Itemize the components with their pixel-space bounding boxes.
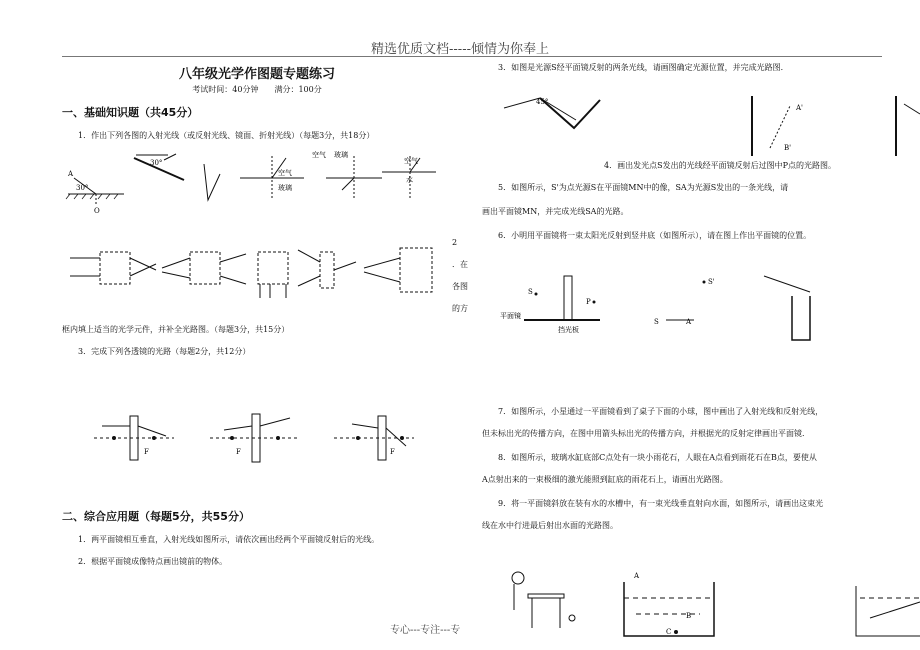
r-mid-figures [494, 268, 824, 348]
header-divider [62, 56, 882, 57]
section-1-heading: 一、基础知识题（共45分） [62, 106, 199, 119]
q1-label-angle1: 30° [76, 184, 89, 192]
fig5-label-sp: S' [708, 278, 715, 286]
s2-question-2: 2．根据平面镜成像特点画出镜前的物体。 [78, 557, 228, 566]
section-2-heading: 二、综合应用题（每题5分，共55分） [62, 510, 250, 523]
r-question-3: 3．如图是光源S经平面镜反射的两条光线，请画图确定光源位置，并完成光路图． [498, 63, 789, 72]
exam-meta: 考试时间：40分钟 满分：100分 [192, 85, 322, 94]
document-title: 八年级光学作图题专题练习 [178, 67, 335, 82]
q1-label-angle2: 30° [150, 159, 163, 167]
r-question-8a: 8．如图所示，玻璃水缸底部C点处有一块小雨花石，人眼在A点看到雨花石在B点，要使从 [498, 453, 817, 462]
r-question-7a: 7．如图所示，小星通过一平面镜看到了桌子下面的小球，图中画出了入射光线和反射光线， [498, 407, 824, 416]
q1-label-air1: 空气 [312, 151, 326, 159]
q2-side-2: 各图 [452, 282, 468, 291]
fig5-label-a: A [686, 318, 692, 326]
fig6-label-s: S [528, 288, 533, 296]
tank-label-a: A [634, 572, 640, 580]
r-question-8b: A点射出来的一束极细的激光能照到缸底的雨花石上，请画出光路图。 [482, 475, 728, 484]
q2-side-1: ．在 [452, 260, 468, 269]
q2-side-3: 的方 [452, 304, 468, 313]
fig5-label-s: S [654, 318, 659, 326]
r3-angle-label: 45° [536, 98, 549, 106]
tank-label-c: C [666, 628, 672, 636]
q1-label-water: 水 [406, 176, 413, 184]
fig6-label-block: 挡光板 [558, 326, 579, 334]
r-bottom-figures [500, 558, 920, 638]
r-question-9b: 线在水中行进最后射出水面的光路图。 [482, 521, 618, 530]
r-question-5a: 5．如图所示，S'为点光源S在平面镜MN中的像，SA为光源S发出的一条光线，请 [498, 183, 789, 192]
fig6-label-p: P [586, 298, 591, 306]
page-footer: 专心---专注---专 [390, 625, 461, 636]
q3-label-f3: F [390, 448, 395, 456]
fig6-label-mirror: 平面镜 [500, 312, 521, 320]
q1-label-glass2: 玻璃 [278, 184, 292, 192]
q1-figures [64, 150, 454, 220]
q2-figures [64, 242, 444, 302]
r-question-6: 6．小明用平面镜将一束太阳光反射到竖井底（如图所示），请在图上作出平面镜的位置。 [498, 231, 812, 240]
r3-figures [500, 90, 920, 160]
question-1: 1．作出下列各图的入射光线（或反射光线、镜面、折射光线）（每题3分，共18分） [78, 131, 375, 140]
q2-side-text [452, 232, 468, 320]
q3-label-f2: F [236, 448, 241, 456]
r3-label-a: A' [796, 104, 803, 112]
question-3: 3．完成下列各透镜的光路（每题2分，共12分） [78, 347, 251, 356]
q1-label-air3: 空气 [404, 157, 418, 165]
s2-question-1: 1．两平面镜相互垂直，入射光线如图所示，请依次画出经两个平面镜反射后的光线。 [78, 535, 380, 544]
r-question-4: 4．画出发光点S发出的光线经平面镜反射后过图中P点的光路图。 [604, 161, 836, 170]
q1-label-a: A [68, 170, 74, 178]
r3-label-b: B' [784, 144, 792, 152]
r-question-5b: 画出平面镜MN，并完成光线SA的光路。 [482, 207, 629, 216]
q1-label-o: O [94, 207, 100, 215]
q1-label-glass: 玻璃 [334, 151, 348, 159]
r-question-7b: 但未标出光的传播方向，在图中用箭头标出光的传播方向，并根据光的反射定律画出平面镜． [482, 429, 810, 438]
question-2-cont: 框内填上适当的光学元件，并补全光路图。（每题3分，共15分） [62, 325, 290, 334]
page-header: 精选优质文档-----倾情为你奉上 [371, 42, 549, 57]
tank-label-b: B [686, 612, 692, 620]
q3-label-f1: F [144, 448, 149, 456]
q2-side-0: 2 [452, 238, 458, 247]
q3-lenses [94, 412, 414, 464]
q1-label-air2: 空气 [278, 169, 292, 177]
r-question-9a: 9．将一平面镜斜放在装有水的水槽中，有一束光线垂直射向水面，如图所示，请画出这束光 [498, 499, 824, 508]
